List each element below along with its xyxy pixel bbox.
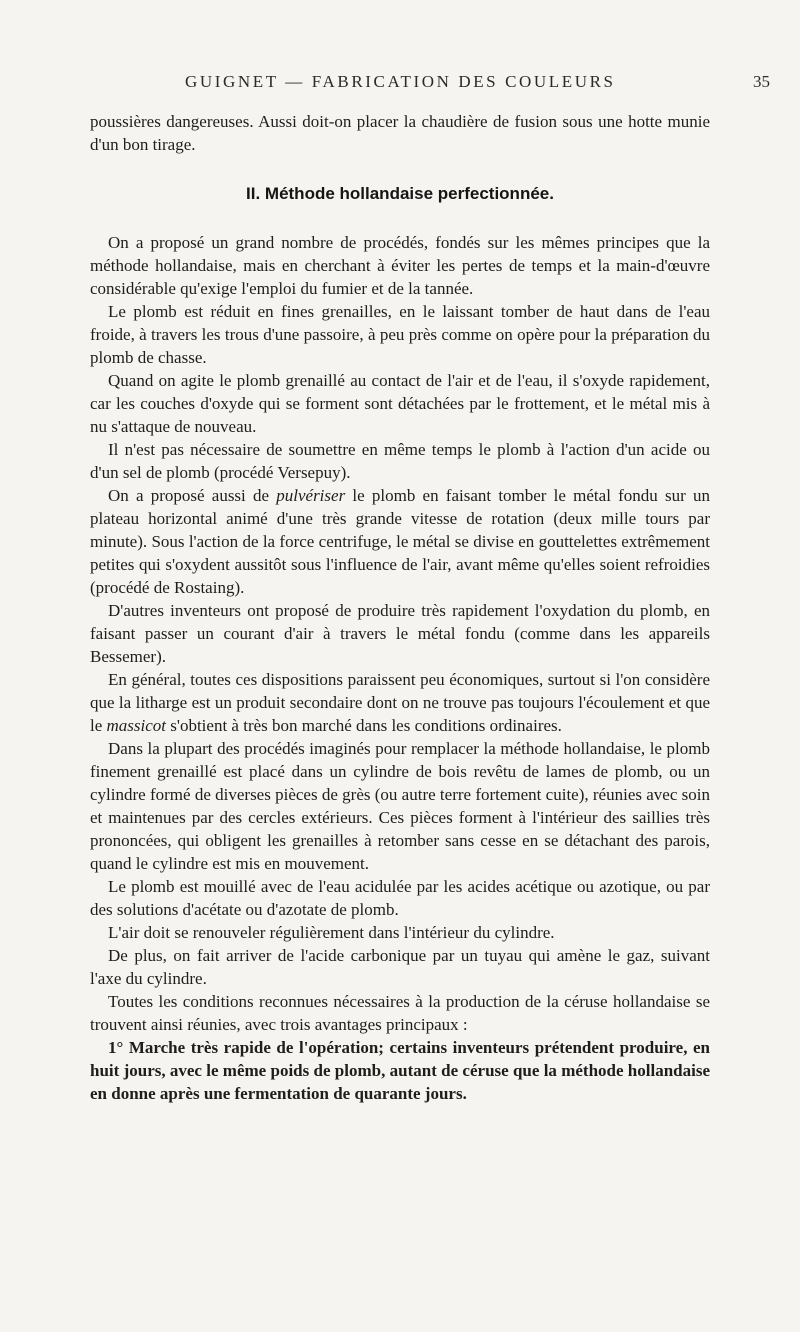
paragraph: Dans la plupart des procédés imaginés pour remplacer la méthode hollandaise, le plomb finement grenaillé est placé dans un cylindre de bois revêtu de lames de plomb, ou un cylindre formé de diverses pièces de grès (ou autre terre fortement cuite), réunies avec soin et maintenues par des cercles extérieurs. Ces pièces forment à l'intérieur des saillies très prononcées, qui obligent les grenailles à retomber sans cesse en se détachant des parois, quand le cylindre est mis en mouvement.	[90, 739, 710, 873]
paragraph: 1° Marche très rapide de l'opération; certains inventeurs prétendent produire, en huit jours, avec le même poids de plomb, autant de céruse que la méthode hollandaise en donne après une fermentation de quarante jours.	[90, 1038, 710, 1103]
paragraph: De plus, on fait arriver de l'acide carbonique par un tuyau qui amène le gaz, suivant l'axe du cylindre.	[90, 946, 710, 988]
paragraph-text: En général, toutes ces dispositions paraissent peu économiques, surtout si l'on considère que la litharge est un produit secondaire dont on ne trouve pas toujours l'écoulement et que le	[90, 670, 710, 735]
body-text	[90, 110, 710, 1105]
paragraph	[90, 484, 710, 599]
paragraph: Il n'est pas nécessaire de soumettre en même temps le plomb à l'action d'un acide ou d'un sel de plomb (procédé Versepuy).	[90, 440, 710, 482]
emphasis-term: pulvériser	[276, 486, 346, 505]
running-header-title: GUIGNET — FABRICATION DES COULEURS	[185, 72, 616, 91]
paragraph-text: On a proposé aussi de	[108, 486, 277, 505]
emphasis-term: massicot	[106, 716, 167, 735]
page-number: 35	[753, 72, 770, 91]
section-heading: II. Méthode hollandaise perfectionnée.	[246, 184, 554, 203]
paragraph: Le plomb est réduit en fines grenailles, en le laissant tomber de haut dans de l'eau froide, à travers les trous d'une passoire, à peu près comme on opère pour la préparation du plomb de chasse.	[90, 302, 710, 367]
paragraph: D'autres inventeurs ont proposé de produire très rapidement l'oxydation du plomb, en faisant passer un courant d'air à travers le métal fondu (comme dans les appareils Bessemer).	[90, 601, 710, 666]
paragraph: L'air doit se renouveler régulièrement dans l'intérieur du cylindre.	[108, 923, 555, 942]
paragraph	[90, 668, 710, 737]
running-header	[90, 72, 770, 98]
paragraph: Toutes les conditions reconnues nécessaires à la production de la céruse hollandaise se trouvent ainsi réunies, avec trois avantages principaux :	[90, 992, 710, 1034]
paragraph-text: le plomb en faisant tomber le métal fondu sur un plateau horizontal animé d'une très grande vitesse de rotation (deux mille tours par minute). Sous l'action de la force centrifuge, le métal se divise en gouttelettes extrêmement petites qui s'oxydent aussitôt sous l'influence de l'air, avant même qu'elles soient refroidies (procédé de Rostaing).	[90, 486, 710, 597]
paragraph: poussières dangereuses. Aussi doit-on placer la chaudière de fusion sous une hotte munie d'un bon tirage.	[90, 112, 710, 154]
paragraph-text: s'obtient à très bon marché dans les conditions ordinaires.	[166, 716, 562, 735]
paragraph: On a proposé un grand nombre de procédés, fondés sur les mêmes principes que la méthode hollandaise, mais en cherchant à éviter les pertes de temps et la main-d'œuvre considérable qu'exige l'emploi du fumier et de la tannée.	[90, 233, 710, 298]
paragraph: Le plomb est mouillé avec de l'eau acidulée par les acides acétique ou azotique, ou par des solutions d'acétate ou d'azotate de plomb.	[90, 877, 710, 919]
paragraph: Quand on agite le plomb grenaillé au contact de l'air et de l'eau, il s'oxyde rapidement, car les couches d'oxyde qui se forment sont détachées par le frottement, et le métal mis à nu s'attaque de nouveau.	[90, 371, 710, 436]
